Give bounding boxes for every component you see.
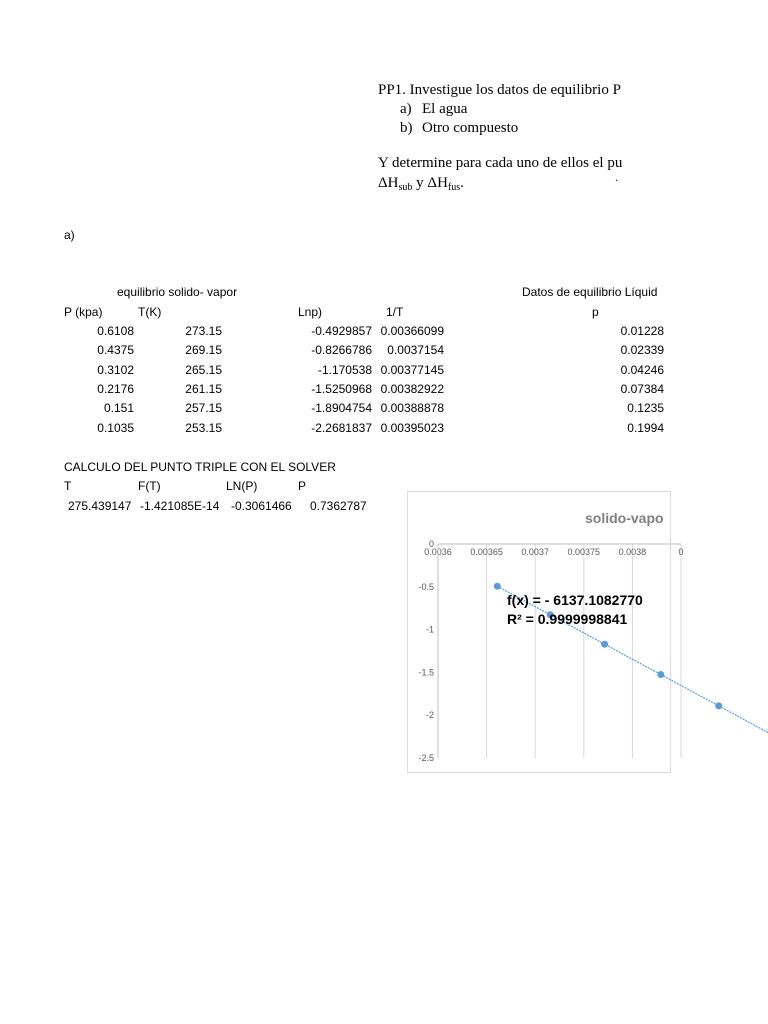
- period: .: [460, 175, 464, 191]
- solver-value-p: 0.7362787: [310, 499, 367, 513]
- x-tick-label: 0.00375: [567, 547, 601, 557]
- liquid-value: 0.07384: [620, 382, 664, 396]
- solver-header-p: P: [298, 479, 307, 493]
- solver-header-t: T: [64, 479, 72, 493]
- chart-area[interactable]: [407, 491, 684, 773]
- liquid-value: 0.1994: [627, 421, 664, 435]
- problem-item-b-marker: b): [400, 120, 413, 136]
- solver-value-lnp: -0.3061466: [231, 499, 292, 513]
- delta-symbol: Δ: [427, 175, 438, 191]
- cell-lnp: -0.4929857: [311, 324, 372, 338]
- y-tick-label: -0.5: [418, 581, 434, 592]
- cell-t: 253.15: [185, 421, 222, 435]
- liquid-value: 0.04246: [620, 363, 664, 377]
- scatter-chart: [408, 492, 684, 772]
- data-point: [657, 671, 664, 678]
- x-tick-label: 0.0036: [424, 547, 452, 557]
- enthalpy-symbol: H: [387, 175, 399, 191]
- conjunction-y: y: [416, 175, 424, 191]
- cell-p: 0.6108: [97, 324, 134, 338]
- enthalpy-symbol: H: [437, 175, 448, 191]
- solver-value-ft: -1.421085E-14: [140, 499, 220, 513]
- liquid-header-p: p: [592, 305, 599, 319]
- liquid-value: 0.1235: [627, 401, 664, 415]
- problem-item-a-marker: a): [400, 101, 412, 117]
- cell-inv-t: 0.00388878: [380, 401, 444, 415]
- cell-lnp: -1.5250968: [311, 382, 372, 396]
- problem-enthalpies: [378, 175, 464, 193]
- liquid-title: Datos de equilibrio Líquid: [522, 285, 658, 299]
- cell-lnp: -0.8266786: [311, 343, 372, 357]
- y-tick-label: -1.5: [418, 667, 434, 678]
- cell-inv-t: 0.00395023: [380, 421, 444, 435]
- delta-symbol: Δ: [378, 175, 388, 191]
- solver-value-t: 275.439147: [68, 499, 132, 513]
- cell-inv-t: 0.00382922: [380, 382, 444, 396]
- x-tick-label: 0: [678, 547, 684, 557]
- cell-lnp: -1.8904754: [311, 401, 372, 415]
- x-tick-label: 0.0037: [521, 547, 549, 557]
- problem-heading: PP1. Investigue los datos de equilibrio P: [378, 82, 621, 98]
- cell-inv-t: 0.00366099: [380, 324, 444, 338]
- trendline-equation: f(x) = - 6137.1082770: [507, 592, 643, 608]
- col-header-p: P (kpa): [64, 305, 103, 319]
- cell-p: 0.3102: [97, 363, 134, 377]
- solver-title: CALCULO DEL PUNTO TRIPLE CON EL SOLVER: [64, 460, 336, 474]
- cell-p: 0.2176: [97, 382, 134, 396]
- data-point: [494, 583, 501, 590]
- cell-inv-t: 0.0037154: [387, 343, 444, 357]
- problem-item-a-text: El agua: [422, 101, 468, 117]
- data-point: [601, 641, 608, 648]
- cell-p: 0.151: [103, 401, 134, 415]
- cell-p: 0.4375: [97, 343, 134, 357]
- cell-t: 273.15: [185, 324, 222, 338]
- col-header-t: T(K): [138, 305, 162, 319]
- stray-mark: .: [615, 170, 618, 184]
- subscript-fus: fus: [447, 182, 461, 193]
- cell-inv-t: 0.00377145: [380, 363, 444, 377]
- liquid-value: 0.01228: [620, 324, 664, 338]
- section-label: a): [64, 228, 75, 242]
- data-point: [715, 702, 722, 709]
- cell-t: 257.15: [185, 401, 222, 415]
- col-header-lnp: Lnp): [298, 305, 323, 319]
- solver-header-ft: F(T): [138, 479, 161, 493]
- subscript-sub: sub: [398, 182, 413, 193]
- r-squared-label: R² = 0.9999998841: [507, 611, 628, 627]
- problem-item-b-text: Otro compuesto: [422, 120, 519, 136]
- y-tick-label: 0: [428, 539, 434, 549]
- cell-p: 0.1035: [97, 421, 134, 435]
- cell-lnp: -1.170538: [317, 363, 372, 377]
- chart-title: solido-vapo: [585, 510, 664, 526]
- cell-t: 265.15: [185, 363, 222, 377]
- x-tick-label: 0.0038: [618, 547, 647, 557]
- solver-header-lnp: LN(P): [226, 479, 258, 493]
- y-tick-label: -2.5: [418, 753, 434, 763]
- y-tick-label: -2: [425, 710, 434, 721]
- cell-t: 269.15: [185, 343, 222, 357]
- cell-t: 261.15: [185, 382, 222, 396]
- x-tick-label: 0.00365: [470, 547, 503, 557]
- solid-vapor-title: equilibrio solido- vapor: [117, 285, 238, 299]
- col-header-inv-t: 1/T: [386, 305, 404, 319]
- liquid-value: 0.02339: [620, 343, 664, 357]
- problem-line-determine: Y determine para cada uno de ellos el pu: [378, 155, 623, 171]
- cell-lnp: -2.2681837: [311, 421, 372, 435]
- y-tick-label: -1: [425, 624, 434, 635]
